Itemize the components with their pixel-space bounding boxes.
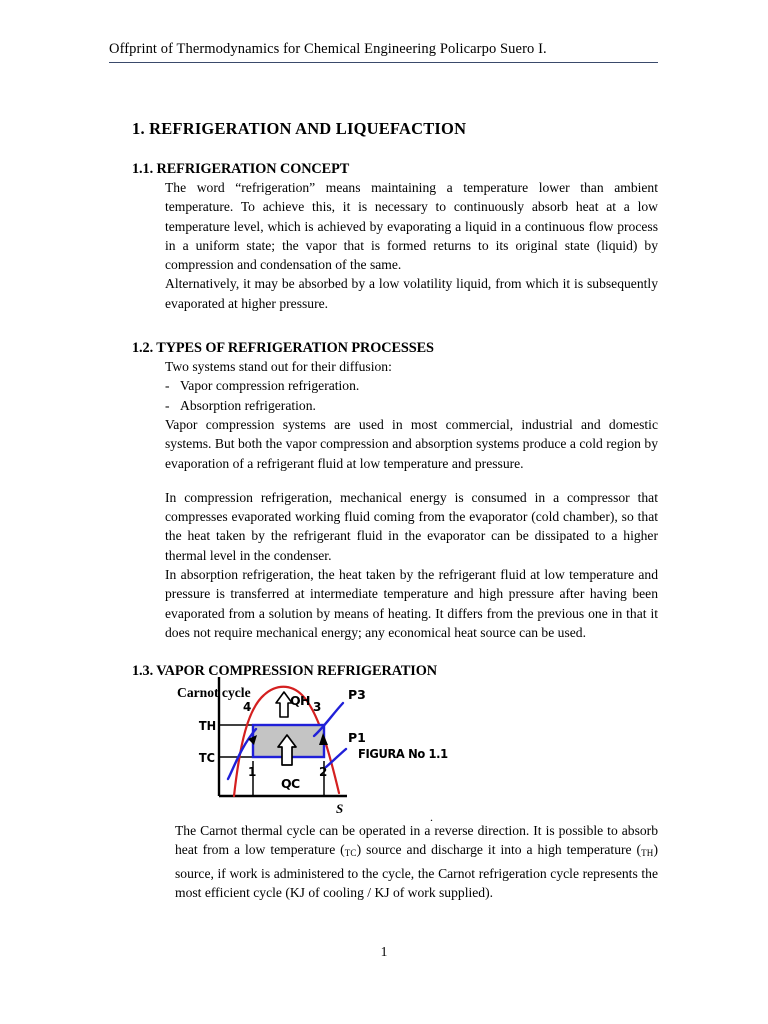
- header-title: Offprint of Thermodynamics for Chemical Engineering Policarpo Suero I.: [109, 41, 547, 57]
- paragraph: In compression refrigeration, mechanical energy is consumed in a compressor that compresses evaporated working fluid coming from the evaporator (cold chamber), so that the heat taken by the refrigerant fluid in the evaporator can be dissipated to a higher thermal level in the condenser.: [165, 489, 658, 563]
- paragraph: Alternatively, it may be absorbed by a low volatility liquid, from which it is subsequently evaporated at higher pressure.: [165, 276, 658, 311]
- subscript-th: TH: [641, 848, 654, 859]
- section-body-1-1: [165, 178, 658, 313]
- section-heading-1-3: 1.3. VAPOR COMPRESSION REFRIGERATION: [132, 663, 438, 680]
- paragraph: In absorption refrigeration, the heat taken by the refrigerant fluid at low temperature and pressure is transferred at intermediate temperature and high pressure after having been evaporated from a solution by means of heating. It differs from the previous one in that it does not require mechanical energy; any economical heat source can be used.: [165, 567, 658, 640]
- section-heading-1-2: 1.2. TYPES OF REFRIGERATION PROCESSES: [132, 340, 434, 357]
- label-th: TH: [198, 718, 217, 734]
- label-tc: TC: [198, 750, 215, 766]
- paragraph: Vapor compression systems are used in most commercial, industrial and domestic systems. But both the vapor compression and absorption systems produce a cold region by evaporation of a refrigerant fluid at low temperature and pressure.: [165, 416, 658, 471]
- closing-part-3: ) source, if work is administered to the cycle, the Carnot refrigeration cycle represents the most efficient cycle (KJ of cooling / KJ of work supplied).: [175, 842, 658, 900]
- header-divider: [109, 62, 658, 63]
- label-axis-s: S: [336, 801, 344, 816]
- page-header: [109, 41, 658, 63]
- figure-caption: FIGURA No 1.1: [358, 746, 448, 761]
- closing-part-2: ) source and discharge it into a high temperature (: [356, 842, 642, 858]
- closing-paragraph-block: [175, 821, 658, 902]
- dash-bullet-icon: -: [165, 397, 170, 413]
- page-number: 1: [380, 944, 388, 959]
- subheading-carnot-cycle: Carnot cycle: [177, 685, 251, 701]
- paragraph: The word “refrigeration” means maintaining a temperature lower than ambient temperature. To achieve this, it is necessary to continuously absorb heat at a low temperature level, which is achieved by evaporating a liquid in a continuous flow process in a uniform state; the vapor that is formed returns to its original state (liquid) by compression and condensation of the same.: [165, 180, 658, 273]
- list-item: [165, 376, 658, 395]
- list-item-label: Vapor compression refrigeration.: [180, 378, 360, 394]
- label-p1: P1: [348, 730, 366, 745]
- dash-bullet-icon: -: [165, 378, 170, 394]
- list-item-label: Absorption refrigeration.: [180, 397, 316, 413]
- page-title: 1. REFRIGERATION AND LIQUEFACTION: [132, 119, 467, 138]
- label-state-4: 4: [243, 700, 252, 714]
- list-item: [165, 396, 658, 415]
- list-intro: Two systems stand out for their diffusion:: [165, 359, 392, 375]
- figure-trailing-dot: .: [430, 810, 433, 824]
- document-content: [109, 118, 658, 701]
- label-qh: QH: [290, 693, 310, 708]
- section-heading-1-1: 1.1. REFRIGERATION CONCEPT: [132, 161, 350, 177]
- refrigeration-types-list: [165, 376, 658, 415]
- label-state-1: 1: [248, 765, 257, 779]
- closing-part-1: The Carnot thermal cycle can be operated in a reverse direction. It is possible to absorb heat from a low temperature (: [175, 823, 658, 858]
- label-p3: P3: [348, 687, 366, 702]
- section-body-1-2: [165, 357, 658, 642]
- label-qc: QC: [281, 776, 300, 791]
- subscript-tc: TC: [344, 848, 357, 859]
- closing-paragraph: [175, 821, 658, 902]
- label-state-2: 2: [319, 765, 328, 779]
- label-state-3: 3: [313, 700, 322, 714]
